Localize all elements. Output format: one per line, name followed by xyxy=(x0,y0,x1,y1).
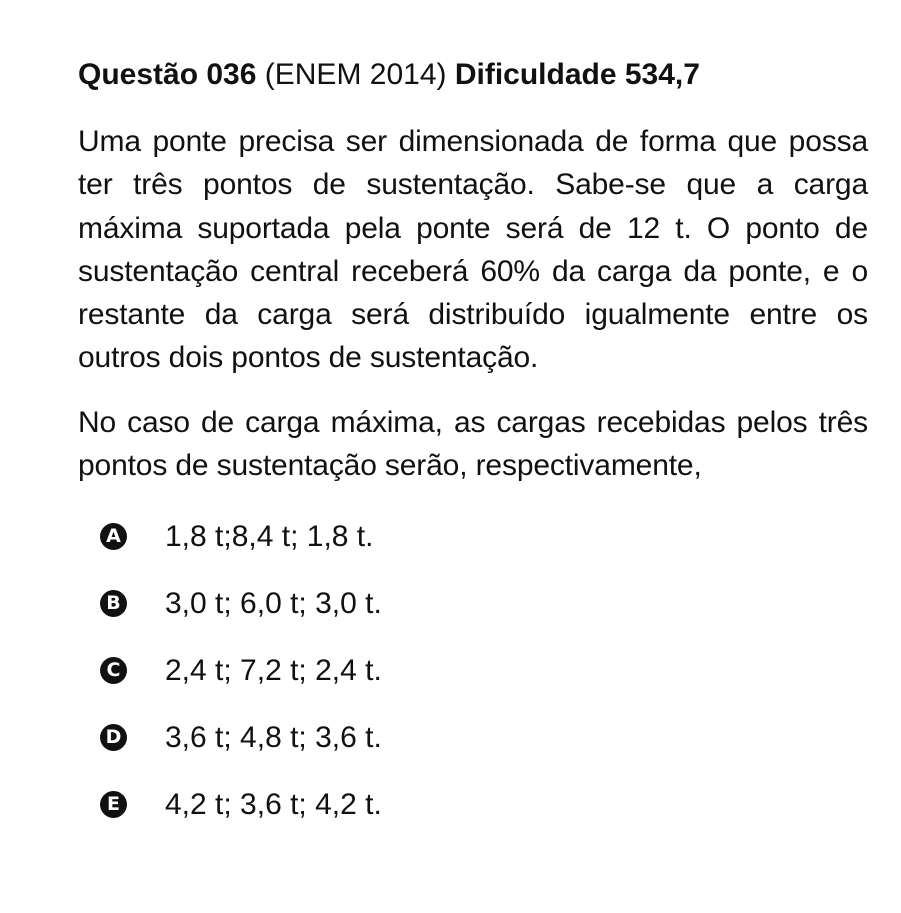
option-d[interactable] xyxy=(100,704,868,771)
option-e-letter-icon: E xyxy=(100,791,127,818)
option-d-text: 3,6 t; 4,8 t; 3,6 t. xyxy=(165,720,382,754)
question-difficulty: Dificuldade 534,7 xyxy=(454,58,700,91)
option-c-letter-icon: C xyxy=(100,657,127,684)
option-b-letter-icon: B xyxy=(100,590,127,617)
option-a[interactable] xyxy=(100,503,868,570)
option-a-letter-icon: A xyxy=(100,523,127,550)
option-b[interactable] xyxy=(100,570,868,637)
question-source: (ENEM 2014) xyxy=(264,58,447,91)
option-e-text: 4,2 t; 3,6 t; 4,2 t. xyxy=(165,787,382,821)
option-d-letter-icon: D xyxy=(100,724,127,751)
question-heading xyxy=(78,55,868,95)
option-e[interactable] xyxy=(100,771,868,838)
question-number: Questão 036 xyxy=(78,58,257,91)
answer-options xyxy=(78,503,868,838)
question-statement: Uma ponte precisa ser dimensionada de forma que possa ter três pontos de sustentação. Sabe-se que a carga máxima suportada pela ponte será de 12 t. O ponto de sustentação central receberá 60% da carga da ponte, e o restante da carga será distribuído igualmente entre os outros dois pontos de sustentação. xyxy=(78,125,868,375)
question-card xyxy=(78,55,868,838)
option-b-text: 3,0 t; 6,0 t; 3,0 t. xyxy=(165,586,382,620)
option-c[interactable] xyxy=(100,637,868,704)
question-prompt: No caso de carga máxima, as cargas recebidas pelos três pontos de sustentação serão, respectivamente, xyxy=(78,405,868,483)
option-c-text: 2,4 t; 7,2 t; 2,4 t. xyxy=(165,653,382,687)
option-a-text: 1,8 t;8,4 t; 1,8 t. xyxy=(165,519,374,553)
